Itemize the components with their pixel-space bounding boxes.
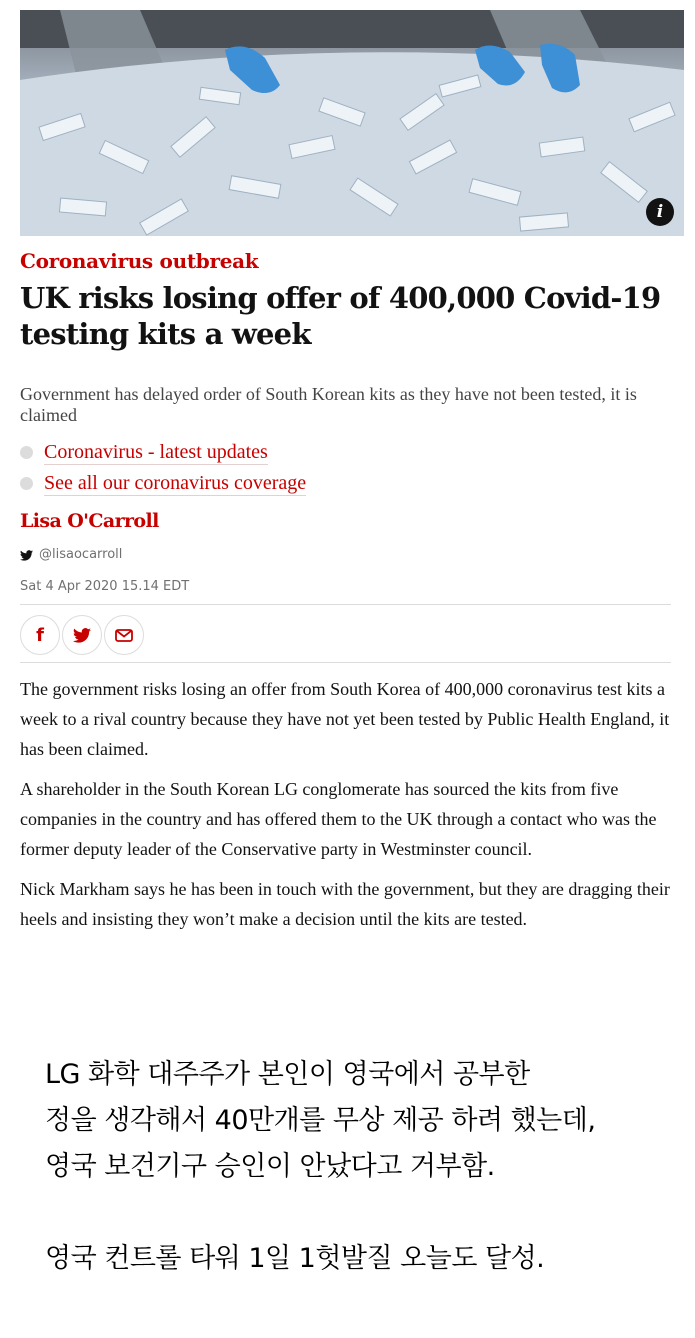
info-icon[interactable]: i: [646, 198, 674, 226]
comment-line: 정을 생각해서 40만개를 무상 제공 하려 했는데,: [45, 1105, 596, 1136]
twitter-icon: [20, 550, 33, 561]
body-paragraph: Nick Markham says he has been in touch with the government, but they are dragging their heels and insisting they won’t make a decision until the kits are tested.: [20, 879, 670, 929]
facebook-share-button[interactable]: f: [20, 615, 60, 655]
author-twitter[interactable]: [20, 546, 122, 564]
body-paragraph: The government risks losing an offer from South Korea of 400,000 coronavirus test kits a week to a rival country because they have not yet been tested by Public Health England, it has been claimed.: [20, 679, 670, 759]
related-links: [20, 437, 306, 499]
comment-line: 영국 컨트롤 타워 1일 1헛발질 오늘도 달성.: [45, 1243, 545, 1274]
related-link-latest-updates[interactable]: Coronavirus - latest updates: [44, 441, 268, 463]
share-buttons: [20, 615, 144, 655]
article-body: [20, 674, 676, 944]
twitter-icon: [73, 628, 91, 643]
twitter-handle[interactable]: @lisaocarroll: [39, 547, 123, 562]
twitter-share-button[interactable]: [62, 615, 102, 655]
comment-line: 영국 보건기구 승인이 안났다고 거부함.: [45, 1151, 495, 1182]
related-link-item: [20, 468, 306, 499]
korean-comment: [45, 1052, 685, 1282]
email-icon: [115, 629, 133, 642]
divider: [20, 662, 671, 663]
test-kits-photo: [20, 10, 684, 236]
author-byline[interactable]: Lisa O'Carroll: [20, 510, 159, 532]
bullet-icon: [20, 446, 33, 459]
standfirst: Government has delayed order of South Korean kits as they have not been tested, it is claimed: [20, 384, 637, 425]
headline: UK risks losing offer of 400,000 Covid-19 testing kits a week: [20, 281, 661, 351]
body-paragraph: A shareholder in the South Korean LG conglomerate has sourced the kits from five companies in the country and has offered them to the UK through a contact who was the former deputy leader of the Conservative party in Westminster council.: [20, 779, 657, 859]
email-share-button[interactable]: [104, 615, 144, 655]
bullet-icon: [20, 477, 33, 490]
article-photo: [20, 10, 684, 236]
related-link-item: [20, 437, 306, 468]
publish-date: Sat 4 Apr 2020 15.14 EDT: [20, 579, 190, 594]
divider: [20, 604, 671, 605]
related-link-coronavirus-coverage[interactable]: See all our coronavirus coverage: [44, 472, 307, 494]
section-kicker[interactable]: Coronavirus outbreak: [20, 249, 259, 273]
comment-line: LG 화학 대주주가 본인이 영국에서 공부한: [45, 1059, 530, 1090]
